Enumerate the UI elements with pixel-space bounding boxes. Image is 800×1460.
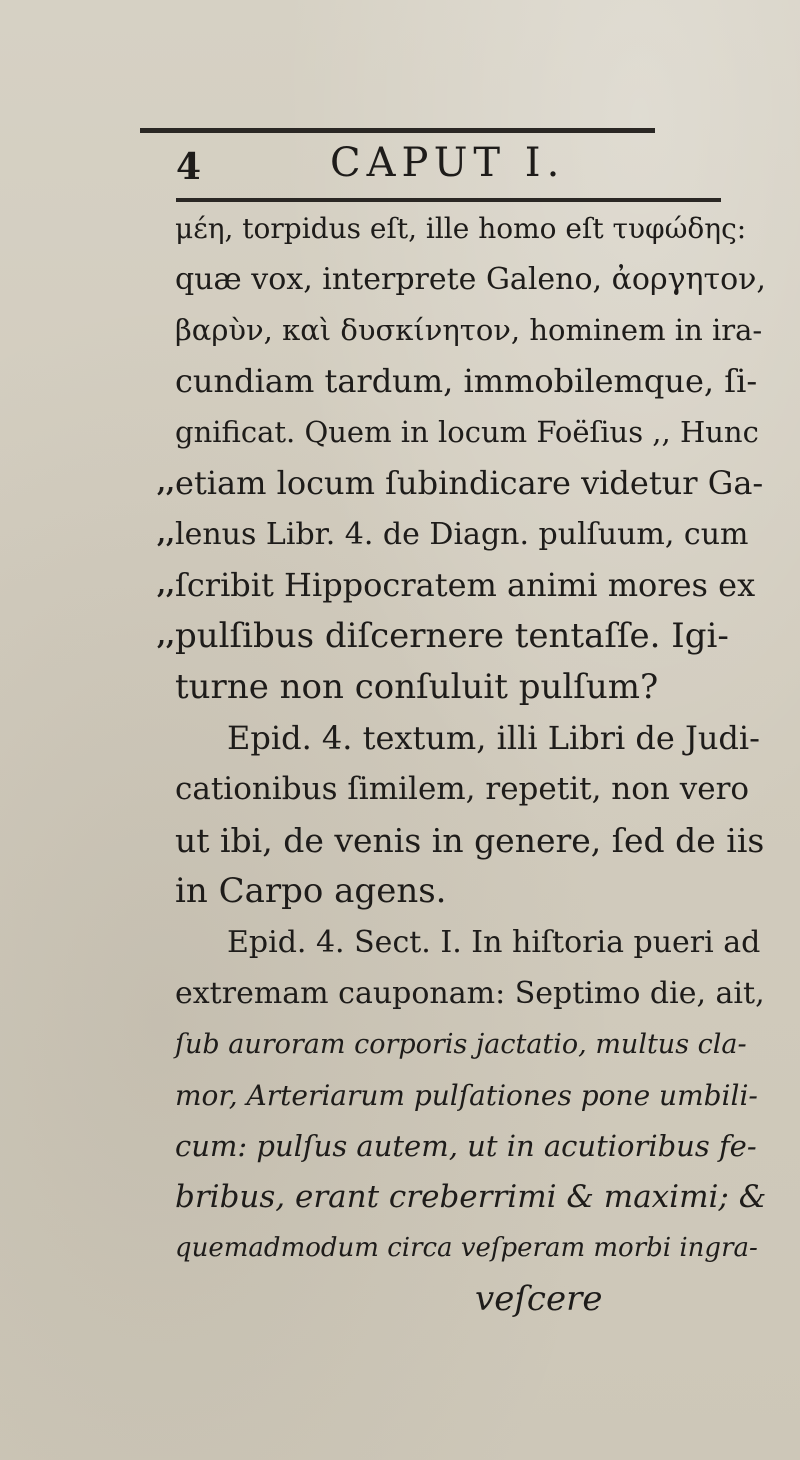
line-text: βαρὺν, καὶ δυσκίνητον, hominem in ira- bbox=[175, 313, 763, 347]
text-line bbox=[175, 407, 765, 458]
text-line bbox=[157, 611, 765, 662]
text-line bbox=[175, 764, 765, 815]
text-line bbox=[157, 458, 765, 509]
text-line bbox=[157, 560, 765, 611]
line-text: cationibus ſimilem, repetit, non vero bbox=[175, 771, 750, 807]
line-text: etiam locum ſubindicare videtur Ga- bbox=[175, 464, 764, 502]
text-line bbox=[175, 866, 765, 917]
line-text: bribus, erant creberrimi & maximi; & bbox=[175, 1179, 767, 1215]
text-line bbox=[157, 509, 765, 560]
text-line bbox=[175, 1070, 765, 1121]
line-text: ſcribit Hippocratem animi mores ex bbox=[175, 566, 756, 604]
line-text: lenus Libr. 4. de Diagn. pulſuum, cum bbox=[175, 517, 749, 552]
line-text: Epid. 4. textum, illi Libri de Judi- bbox=[227, 719, 760, 757]
line-text: turne non conſuluit pulſum? bbox=[175, 667, 659, 707]
text-line bbox=[175, 356, 765, 407]
text-line bbox=[175, 1274, 765, 1325]
text-line bbox=[175, 1121, 765, 1172]
line-text: mor, Arteriarum pulſationes pone umbili- bbox=[175, 1079, 758, 1112]
line-text: ſub auroram corporis jactatio, multus cla- bbox=[175, 1029, 747, 1060]
text-line bbox=[175, 1223, 765, 1274]
line-text: ut ibi, de venis in genere, ſed de iis bbox=[175, 821, 765, 860]
header-rule bbox=[176, 198, 721, 202]
text-body bbox=[157, 203, 767, 1325]
top-rule bbox=[140, 128, 655, 133]
quote-mark: ,, bbox=[157, 519, 176, 549]
line-text: μέη, torpidus eſt, ille homo eſt τυφώδης: bbox=[175, 212, 747, 245]
line-text: veſcere bbox=[475, 1279, 603, 1319]
text-line bbox=[175, 815, 765, 866]
text-line bbox=[175, 713, 765, 764]
line-text: quemadmodum circa veſperam morbi ingra- bbox=[175, 1233, 758, 1263]
quote-mark: ,, bbox=[157, 468, 176, 498]
line-text: gnificat. Quem in locum Foëſius ,, Hunc bbox=[175, 415, 759, 449]
text-line bbox=[175, 662, 765, 713]
line-text: extremam cauponam: Septimo die, ait, bbox=[175, 976, 765, 1011]
quote-mark: ,, bbox=[157, 570, 176, 600]
page-number: 4 bbox=[176, 146, 202, 188]
text-line bbox=[175, 917, 765, 968]
line-text: pulſibus diſcernere tentaſſe. Igi- bbox=[175, 616, 729, 656]
running-head: CAPUT I. bbox=[330, 140, 566, 186]
text-line bbox=[175, 254, 765, 305]
line-text: quæ vox, interprete Galeno, ἀοργητον, bbox=[175, 262, 766, 297]
line-text: Epid. 4. Sect. I. In hiſtoria pueri ad bbox=[227, 925, 761, 960]
text-line bbox=[175, 968, 765, 1019]
line-text: cum: pulſus autem, ut in acutioribus fe- bbox=[175, 1129, 757, 1163]
text-line bbox=[175, 305, 765, 356]
quote-mark: ,, bbox=[157, 621, 176, 651]
text-line bbox=[175, 203, 765, 254]
line-text: cundiam tardum, immobilemque, ſi- bbox=[175, 362, 758, 400]
text-line bbox=[175, 1019, 765, 1070]
page-header bbox=[176, 140, 736, 192]
text-line bbox=[175, 1172, 765, 1223]
line-text: in Carpo agens. bbox=[175, 871, 447, 911]
